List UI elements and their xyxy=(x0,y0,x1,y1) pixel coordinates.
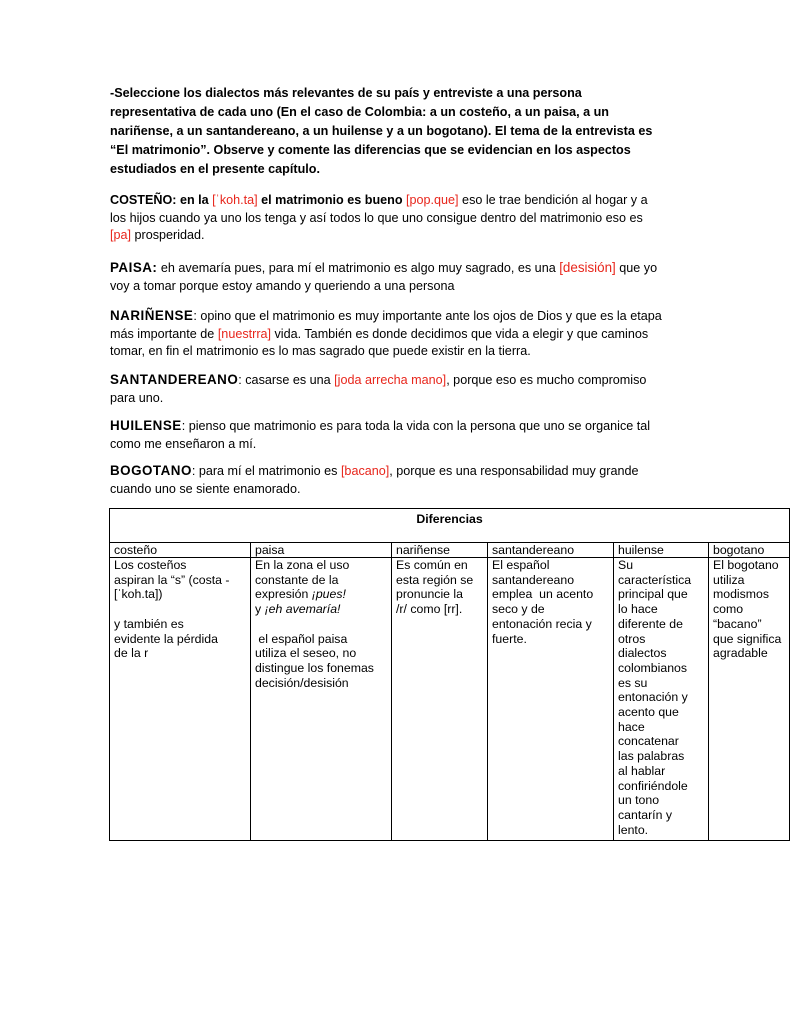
cell-line: otros xyxy=(618,631,646,646)
cell-line: entonación recia y xyxy=(492,616,592,631)
cell-line: característica xyxy=(618,572,692,587)
paragraph-santandereano xyxy=(110,371,666,407)
cell-line: esta región se xyxy=(396,572,474,587)
cell-paisa xyxy=(251,558,392,841)
phonetic-transcription: [pop.que] xyxy=(406,193,459,207)
cell-line: colombianos xyxy=(618,660,688,675)
cell-line: decisión/desisión xyxy=(255,675,349,690)
cell-narinense xyxy=(392,558,488,841)
column-header: paisa xyxy=(251,543,392,558)
paragraph-huilense xyxy=(110,417,666,453)
cell-line: En la zona el uso xyxy=(255,558,350,572)
text-segment: el matrimonio es bueno xyxy=(257,193,407,207)
cell-line: diferente de xyxy=(618,616,683,631)
cell-line: Su xyxy=(618,558,634,572)
cell-line: cantarín y xyxy=(618,807,672,822)
cell-line: como xyxy=(713,602,744,617)
text-segment: : casarse es una xyxy=(238,373,335,387)
cell-line: dialectos xyxy=(618,646,667,661)
text-segment: en la xyxy=(176,193,213,207)
phonetic-transcription: [desisión] xyxy=(559,260,616,275)
phonetic-transcription: [pa] xyxy=(110,228,132,242)
cell-line: y también es xyxy=(114,616,184,631)
cell-line: acento que xyxy=(618,705,679,720)
column-header: costeño xyxy=(110,543,251,558)
column-header: bogotano xyxy=(709,543,790,558)
assignment-instructions: -Seleccione los dialectos más relevantes de su país y entreviste a una persona representativa de cada uno (En el caso de Colombia: a un costeño, a un paisa, a un nariñense, a un santandereano, a un huilense y a un bogotano). El tema de la entrevista es “El matrimonio”. Observe y comente las diferencias que se evidencian en los aspectos estudiados en el presente capítulo. xyxy=(110,86,653,176)
text-segment: : pienso que matrimonio es para toda la vida con la persona que uno se organice tal como me enseñaron a mí. xyxy=(110,419,651,451)
dialect-name-narinense: NARIÑENSE xyxy=(110,308,194,323)
cell-line: principal que xyxy=(618,587,688,602)
cell-line: fuerte. xyxy=(492,631,527,646)
cell-line: seco y de xyxy=(492,602,545,617)
cell-line: modismos xyxy=(713,587,770,602)
cell-line: concatenar xyxy=(618,734,679,749)
text-segment: : para mí el matrimonio es xyxy=(191,464,341,478)
cell-line: “bacano” xyxy=(713,616,762,631)
italic-expression: ¡pues! xyxy=(311,587,346,602)
cell-line: al hablar xyxy=(618,763,666,778)
column-header: nariñense xyxy=(392,543,488,558)
cell-line: un tono xyxy=(618,793,660,808)
text-segment: prosperidad. xyxy=(131,228,205,242)
cell-bogotano xyxy=(709,558,790,841)
dialect-name-costeno: COSTEÑO: xyxy=(110,193,177,207)
cell-line: confiriéndole xyxy=(618,778,688,793)
phonetic-transcription: [bacano] xyxy=(340,464,390,478)
cell-line: las palabras xyxy=(618,749,685,764)
dialect-name-bogotano: BOGOTANO xyxy=(110,463,192,478)
paragraph-paisa xyxy=(110,259,666,295)
cell-costeno xyxy=(110,558,251,841)
differences-table xyxy=(109,508,790,841)
column-header: santandereano xyxy=(488,543,614,558)
cell-line: Es común en xyxy=(396,558,468,572)
italic-expression: ¡eh avemaría! xyxy=(264,602,341,617)
cell-line: aspiran la “s” (costa - xyxy=(114,572,230,587)
cell-santandereano xyxy=(488,558,614,841)
text-segment: expresión xyxy=(255,587,312,602)
table-title: Diferencias xyxy=(110,509,790,543)
cell-line: el español paisa xyxy=(255,631,348,646)
text-segment: vida. También es donde decidimos que vida a elegir y que caminos tomar, en fin el matrimonio es lo mas sagrado que puede existir en la tierra. xyxy=(110,326,649,358)
cell-line: santandereano xyxy=(492,572,575,587)
phonetic-transcription: [nuestrra] xyxy=(217,326,272,341)
text-segment: eh avemaría pues, para mí el matrimonio es algo muy sagrado, es una xyxy=(157,261,560,275)
dialect-name-huilense: HUILENSE xyxy=(110,418,182,433)
text-segment: eso le trae bendición al hogar y a los hijos cuando ya uno los tenga y así todos lo que uno consigue dentro del matrimonio eso es xyxy=(110,193,648,225)
cell-line: utiliza el seseo, no xyxy=(255,646,357,661)
cell-line: lento. xyxy=(618,822,649,837)
cell-huilense xyxy=(614,558,709,841)
cell-line xyxy=(255,587,387,602)
column-header: huilense xyxy=(614,543,709,558)
cell-line: distingue los fonemas xyxy=(255,660,374,675)
cell-line: constante de la xyxy=(255,572,339,587)
cell-line: El bogotano xyxy=(713,558,779,572)
cell-line: Los costeños xyxy=(114,558,187,572)
text-segment: : opino que el matrimonio es muy importante ante los ojos de Dios y que es la etapa más importante de xyxy=(110,309,662,341)
phonetic-transcription: [joda arrecha mano] xyxy=(334,373,447,387)
cell-line xyxy=(255,602,387,617)
cell-line: es su xyxy=(618,675,648,690)
text-segment: que yo voy a tomar porque estoy amando y queriendo a una persona xyxy=(110,261,658,293)
dialect-name-paisa: PAISA: xyxy=(110,260,158,275)
paragraph-bogotano xyxy=(110,462,666,498)
phonetic-transcription: [ˈkoh.ta] xyxy=(212,193,258,207)
cell-line: que significa xyxy=(713,631,782,646)
text-segment: y xyxy=(255,602,265,617)
cell-line: pronuncie la xyxy=(396,587,463,602)
cell-line: entonación y xyxy=(618,690,688,705)
cell-line: de la r xyxy=(114,646,149,661)
cell-line: [ˈkoh.ta]) xyxy=(114,587,163,602)
cell-line: hace xyxy=(618,719,645,734)
text-segment: , porque es una responsabilidad muy grande cuando uno se siente enamorado. xyxy=(110,464,639,496)
text-segment: , porque eso es mucho compromiso para uno. xyxy=(110,373,647,405)
paragraph-narinense xyxy=(110,307,666,361)
cell-line: El español xyxy=(492,558,550,572)
cell-line: /r/ como [rr]. xyxy=(396,602,463,617)
cell-line: emplea un acento xyxy=(492,587,594,602)
cell-line: lo hace xyxy=(618,602,658,617)
cell-line: evidente la pérdida xyxy=(114,631,218,646)
paragraph-costeno xyxy=(110,192,666,245)
cell-line: utiliza xyxy=(713,572,745,587)
cell-line: agradable xyxy=(713,646,768,661)
dialect-name-santandereano: SANTANDEREANO xyxy=(110,372,239,387)
